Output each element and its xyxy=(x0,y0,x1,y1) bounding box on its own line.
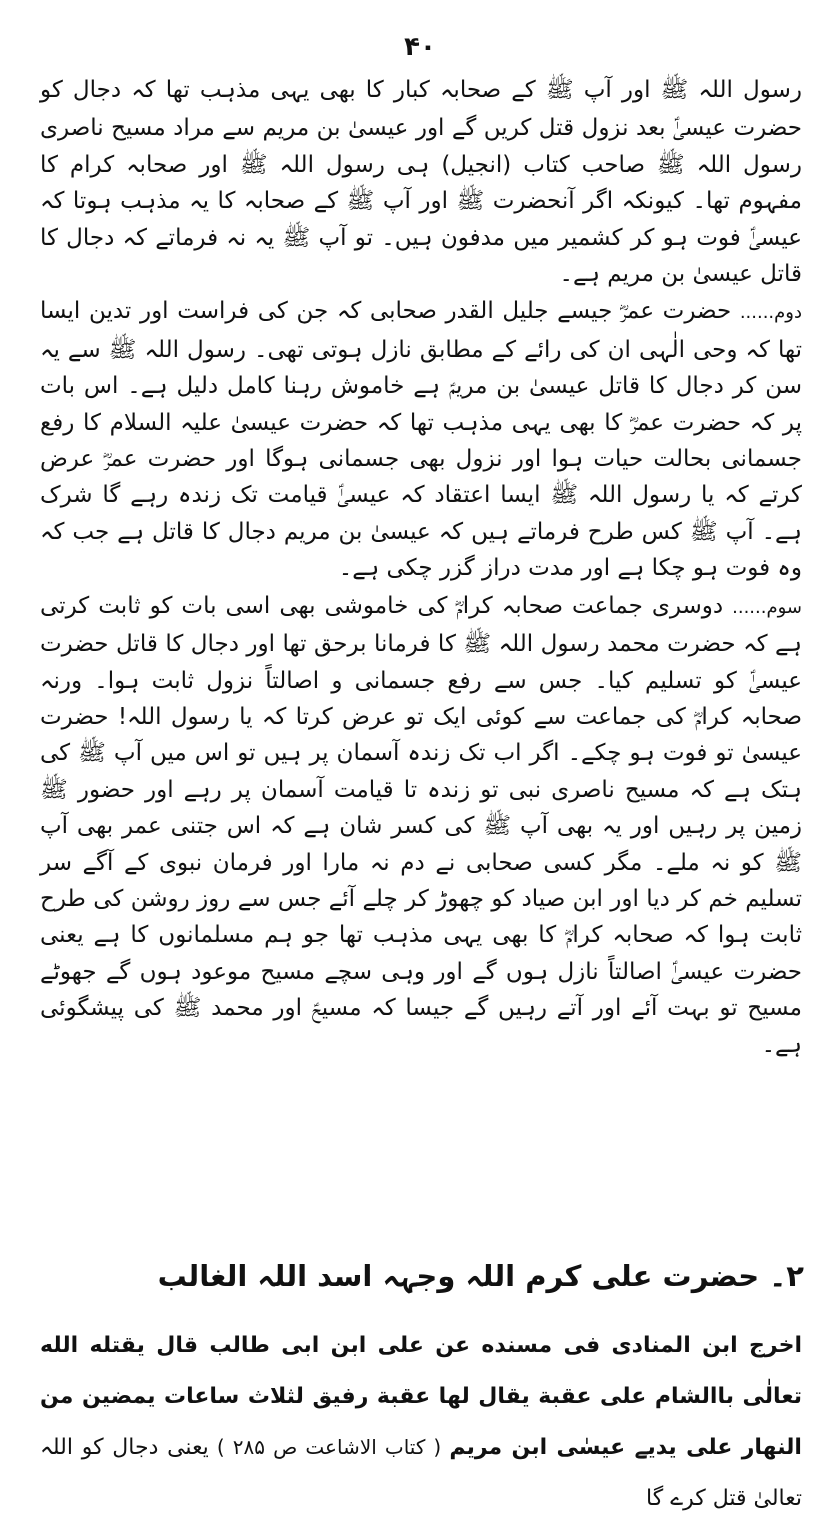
arabic-quote xyxy=(40,1320,802,1524)
page-number: ۴۰ xyxy=(404,32,436,62)
citation: ( کتاب الاشاعت ص ۲۸۵ ) xyxy=(208,1435,450,1459)
paragraph-intro xyxy=(40,72,802,292)
paragraph-text: رسول اللہ ﷺ اور آپ ﷺ کے صحابہ کبار کا بھی یہی مذہب تھا کہ دجال کو حضرت عیسیٰؑ بعد نزول قتل کریں گے اور عیسیٰ بن مریم سے مراد مسیح ناصری رسول اللہ ﷺ صاحب کتاب (انجیل) ہی رسول اللہ ﷺ اور صحابہ کرام کا مفہوم تھا۔ کیونکہ اگر آنحضرت ﷺ اور آپ ﷺ کے صحابہ کا یہ مذہب ہوتا کہ عیسیٰؑ فوت ہو کر کشمیر میں مدفون ہیں۔ تو آپ ﷺ یہ نہ فرماتے کہ دجال کا قاتل عیسیٰ بن مریم ہے۔ xyxy=(40,77,802,288)
paragraph-text: حضرت عمرؓ جیسے جلیل القدر صحابی کہ جن کی فراست اور تدین ایسا تھا کہ وحی الٰہی ان کی رائے کے مطابق نازل ہوتی تھی۔ رسول اللہ ﷺ سے یہ سن کر دجال کا قاتل عیسیٰ بن مریمؑ ہے خاموش رہنا کامل دلیل ہے۔ اس بات پر کہ حضرت عمرؓ کا بھی یہی مذہب تھا کہ حضرت عیسیٰ علیہ السلام کا رفع جسمانی بحالت حیات ہوا اور نزول بھی جسمانی ہوگا اور حضرت عمرؓ عرض کرتے کہ یا رسول اللہ ﷺ ایسا اعتقاد کہ عیسیٰؑ قیامت تک زندہ رہے گا شرک ہے۔ آپ ﷺ کس طرح فرماتے ہیں کہ عیسیٰ بن مریم دجال کا قاتل ہے جب کہ وہ فوت ہو چکا ہے اور مدت دراز گزر چکی ہے۔ xyxy=(40,298,802,582)
body-text xyxy=(40,72,802,1063)
paragraph-second xyxy=(40,293,802,586)
arabic-quote-text: اخرج ابن المنادی فی مسنده عن علی ابن ابی طالب قال یقتله الله تعالٰی باالشام علی عقبة یقال لها عقبة رفیق لثلاث ساعات یمضین من النهار علی یدیے عیسٰی ابن مریم xyxy=(40,1333,802,1460)
section-heading: ۲۔ حضرت علی کرم اللہ وجہہ اسد اللہ الغالب xyxy=(157,1259,804,1293)
paragraph-lead: دوم...... xyxy=(739,302,802,324)
paragraph-third xyxy=(40,588,802,1063)
paragraph-text: دوسری جماعت صحابہ کرامؓ کی خاموشی بھی اسی بات کو ثابت کرتی ہے کہ حضرت محمد رسول اللہ ﷺ کا فرمانا برحق تھا اور دجال کا قاتل حضرت عیسیٰؑ کو تسلیم کیا۔ جس سے رفع جسمانی و اصالتاً نزول ثابت ہوا۔ ورنہ صحابہ کرامؓ کی جماعت سے کوئی ایک تو عرض کرتا کہ یا رسول اللہ! حضرت عیسیٰ تو فوت ہو چکے۔ اگر اب تک زندہ آسمان پر ہیں تو اس میں آپ ﷺ کی ہتک ہے کہ مسیح ناصری نبی تو زندہ تا قیامت آسمان پر رہے اور حضور ﷺ زمین پر رہیں اور یہ بھی آپ ﷺ کی کسر شان ہے کہ اس جتنی عمر بھی آپ ﷺ کو نہ ملے۔ مگر کسی صحابی نے دم نہ مارا اور فرمان نبوی کے آگے سر تسلیم خم کر دیا اور ابن صیاد کو چھوڑ کر چلے آئے جس سے روز روشن کی طرح ثابت ہوا کہ صحابہ کرامؓ کا بھی یہی مذہب تھا جو ہم مسلمانوں کا ہے یعنی حضرت عیسیٰؑ اصالتاً نازل ہوں گے اور وہی سچے مسیح موعود ہوں گے جھوٹے مسیح تو بہت آئے اور آتے رہیں گے جیسا کہ مسیحؑ اور محمد ﷺ کی پیشگوئی ہے۔ xyxy=(40,592,802,1058)
translation: یعنی دجال کو اللہ تعالیٰ قتل کرے گا xyxy=(40,1435,802,1511)
paragraph-lead: سوم...... xyxy=(732,596,802,618)
